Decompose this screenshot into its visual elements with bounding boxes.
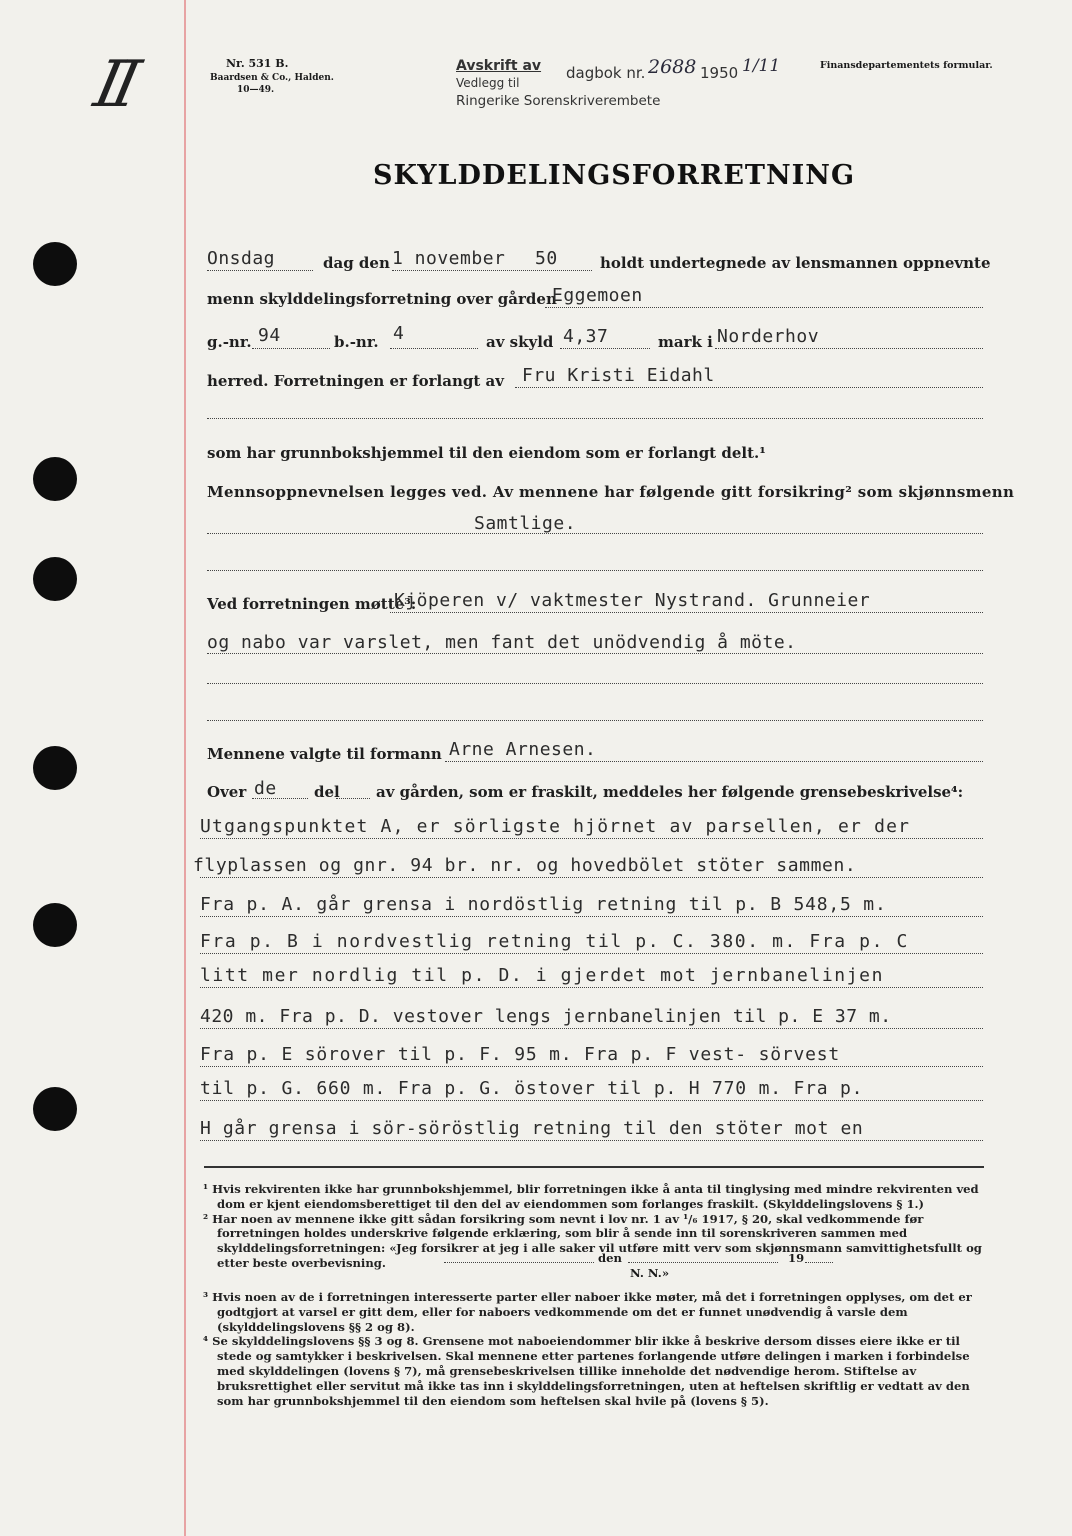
fill-line <box>560 348 650 349</box>
stamp-vedlegg: Vedlegg til <box>456 76 520 90</box>
fill-line <box>444 1262 594 1263</box>
municipality: Norderhov <box>717 326 820 347</box>
del-label: del <box>314 783 340 801</box>
fill-line <box>252 798 308 799</box>
over-label: Over <box>207 783 247 801</box>
fill-line <box>390 348 478 349</box>
fill-line <box>200 953 983 954</box>
fill-line <box>200 838 983 839</box>
ministry-form: Finansdepartementets formular. <box>820 60 993 71</box>
fill-line <box>392 270 592 271</box>
fill-line <box>200 877 983 878</box>
over-value: de <box>254 778 277 799</box>
gnr-label: g.-nr. <box>207 333 252 351</box>
margin-line <box>184 0 186 1536</box>
fill-line <box>628 1262 778 1263</box>
fill-line <box>207 570 983 571</box>
fill-line <box>545 307 983 308</box>
fill-line <box>200 1140 983 1141</box>
fill-line <box>207 720 983 721</box>
fill-line <box>200 1066 983 1067</box>
grense-text: av gården, som er fraskilt, meddeles her følgende grensebeskrivelse⁴: <box>376 783 964 801</box>
footnote-4: ⁴ Se skylddelingslovens §§ 3 og 8. Grensene mot naboeiendommer blir ikke å beskrive dersom disses eiere ikke er til stede og samtykker i beskrivelsen. Skal mennene etter partenes forlangende utføre delingen i marken i forbindelse med skylddelingen (lovens § 7), må grensebeskrivelsen tillike inneholde det nødvendige herom. Stiftelse av bruksrettighet eller servitut må ikke tas inn i skylddelingsforretningen, uten at heftelsen skriftlig er vedtatt av den som har grunnbokshjemmel til den eiendom som heftelsen skal hvile på (lovens § 5). <box>203 1334 970 1408</box>
footnotes-lower <box>203 1290 987 1408</box>
label-dag-den: dag den <box>323 254 390 272</box>
stamp-avskrift: Avskrift av <box>456 58 542 74</box>
boundary-line: 420 m. Fra p. D. vestover lengs jernbanelinjen til p. E 37 m. <box>200 1006 892 1027</box>
mote-line2: og nabo var varslet, men fant det unödvendig å möte. <box>207 632 797 653</box>
fill-line <box>207 533 983 534</box>
skyld-label: av skyld <box>486 333 554 351</box>
mote-line1: Kjöperen v/ vaktmester Nystrand. Grunneier <box>394 590 871 611</box>
footnote-2-den: den <box>598 1251 622 1265</box>
mote-label: Ved forretningen møtte³: <box>207 595 417 613</box>
punch-hole <box>33 557 77 601</box>
footnote-2-signature: N. N.» <box>630 1266 670 1280</box>
fill-line <box>805 1262 833 1263</box>
gnr-value: 94 <box>258 325 281 346</box>
dagbok-label: dagbok nr. <box>566 64 646 82</box>
footnote-2: ² Har noen av mennene ikke gitt sådan forsikring som nevnt i lov nr. 1 av ¹/₆ 1917, § 20, skal vedkommende før forretningen holdes underskrive følgende erklæring, som blir å sende inn til sorenskriveren sammen med skylddelingsforretningen: «Jeg forsikrer at jeg i alle saker vil utføre mitt verv som skjønnsmann samvittighetsfullt og etter beste overbevisning. <box>203 1211 982 1270</box>
bnr-value: 4 <box>393 323 405 344</box>
line1-rest: holdt undertegnede av lensmannen oppnevnte <box>600 254 991 272</box>
fill-line <box>200 987 983 988</box>
date-fraction: 1/11 <box>742 56 781 76</box>
fill-line <box>207 270 313 271</box>
punch-hole <box>33 903 77 947</box>
fill-line <box>200 916 983 917</box>
page-title: SKYLDDELINGSFORRETNING <box>373 160 856 191</box>
herred-text: herred. Forretningen er forlangt av <box>207 372 504 390</box>
fill-line <box>200 1100 983 1101</box>
footnote-1: ¹ Hvis rekvirenten ikke har grunnbokshjemmel, blir forretningen ikke å anta til tinglysing med mindre rekvirenten ved dom er kjent eiendomsberettiget til den del av eiendommen som forlanges fraskilt. (Skylddelingslovens § 1.) <box>203 1182 979 1211</box>
bnr-label: b.-nr. <box>334 333 379 351</box>
punch-hole <box>33 242 77 286</box>
formann-label: Mennene valgte til formann <box>207 745 442 763</box>
formann-name: Arne Arnesen. <box>449 739 597 760</box>
boundary-line: til p. G. 660 m. Fra p. G. östover til p. H 770 m. Fra p. <box>200 1078 864 1099</box>
punch-hole <box>33 457 77 501</box>
line2-label: menn skylddelingsforretning over gården <box>207 290 557 308</box>
boundary-line: Fra p. B i nordvestlig retning til p. C. 380. m. Fra p. C <box>200 931 909 952</box>
fill-line <box>715 348 983 349</box>
grunnbok-text: som har grunnbokshjemmel til den eiendom som er forlangt delt.¹ <box>207 444 766 462</box>
fill-line <box>336 798 370 799</box>
office-stamp: Ringerike Sorenskriverembete <box>456 93 661 109</box>
fill-line <box>207 683 983 684</box>
sworn-men: Samtlige. <box>474 513 577 534</box>
mark-label: mark i <box>658 333 713 351</box>
date-value: 1 november <box>392 248 506 269</box>
fill-line <box>390 612 983 613</box>
day-name: Onsdag <box>207 248 276 269</box>
fill-line <box>445 761 983 762</box>
year-value: 50 <box>535 248 558 269</box>
fill-line <box>200 1028 983 1029</box>
fill-line <box>515 387 983 388</box>
fill-line <box>207 418 983 419</box>
boundary-line: Fra p. E sörover til p. F. 95 m. Fra p. F vest- sörvest <box>200 1044 841 1065</box>
footnote-divider <box>204 1166 984 1168</box>
print-date: 10—49. <box>237 85 275 95</box>
footnotes <box>203 1182 987 1271</box>
fill-line <box>252 348 330 349</box>
fill-line <box>207 653 983 654</box>
roman-numeral-mark: II <box>88 48 139 122</box>
farm-name: Eggemoen <box>552 285 643 306</box>
boundary-line: Utgangspunktet A, er sörligste hjörnet av parsellen, er der <box>200 816 911 837</box>
boundary-line: Fra p. A. går grensa i nordöstlig retning til p. B 548,5 m. <box>200 894 887 915</box>
dagbok-number: 2688 <box>648 56 697 78</box>
footnote-3: ³ Hvis noen av de i forretningen interesserte parter eller naboer ikke møter, må det i forretningen opplyses, om det er godtgjort at varsel er gitt dem, eller for naboers vedkommende om det er funnet unødvendig å varsle dem (skylddelingslovens §§ 2 og 8). <box>203 1290 972 1334</box>
boundary-line: litt mer nordlig til p. D. i gjerdet mot jernbanelinjen <box>200 965 885 986</box>
boundary-line: H går grensa i sör-söröstlig retning til den stöter mot en <box>200 1118 864 1139</box>
skyld-value: 4,37 <box>563 326 609 347</box>
requester: Fru Kristi Eidahl <box>522 365 715 386</box>
punch-hole <box>33 746 77 790</box>
footnote-2-year: 19 <box>788 1251 805 1265</box>
publisher: Baardsen & Co., Halden. <box>210 73 334 83</box>
boundary-line: flyplassen og gnr. 94 br. nr. og hovedbölet stöter sammen. <box>193 855 857 876</box>
punch-hole <box>33 1087 77 1131</box>
mennsopp-text: Mennsoppnevnelsen legges ved. Av mennene har følgende gitt forsikring² som skjønnsmenn <box>207 483 1015 501</box>
year: 1950 <box>700 64 739 82</box>
form-number: Nr. 531 B. <box>226 57 289 70</box>
